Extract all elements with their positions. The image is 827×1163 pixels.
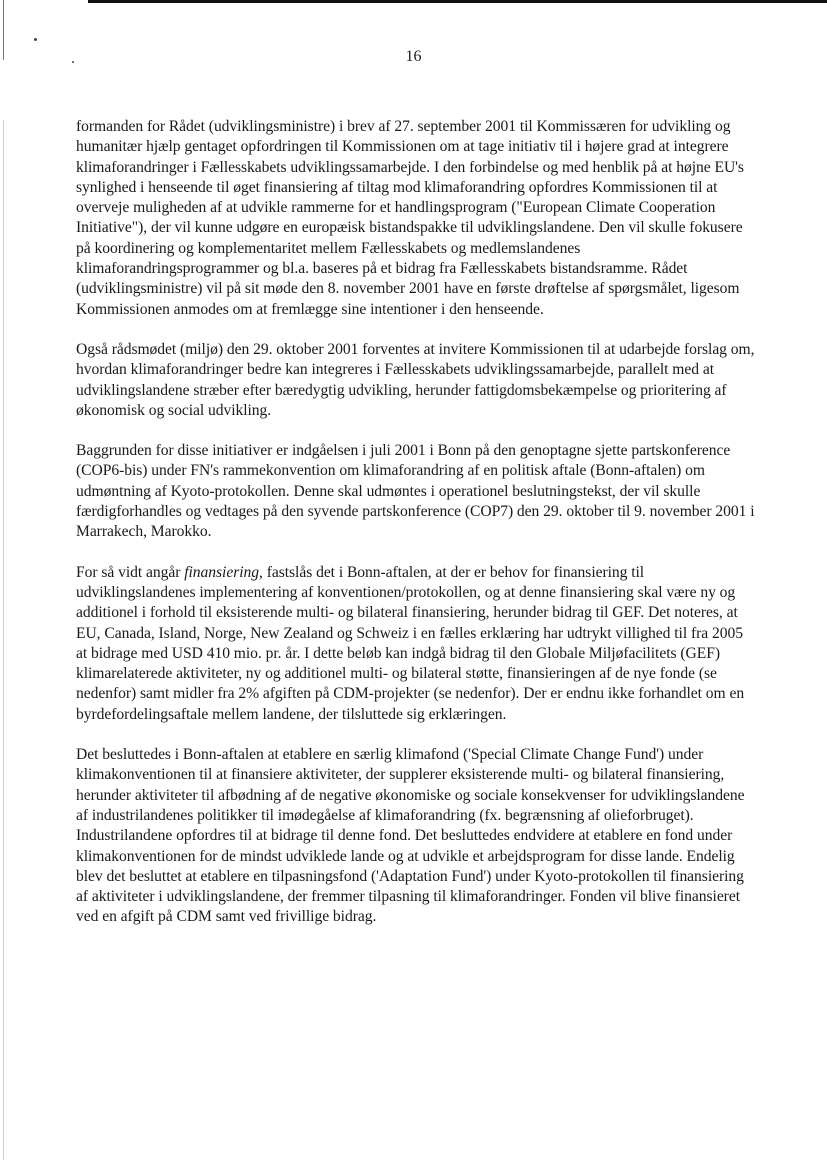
paragraph — [76, 563, 756, 725]
top-scan-rule — [88, 0, 827, 3]
paragraph: Det besluttedes i Bonn-aftalen at etablere en særlig klimafond ('Special Climate Change Fund') under klimakonventionen til at finansiere aktiviteter, der supplerer eksisterende multi- og bilateral finansiering, herunder aktiviteter til afbødning af de negative økonomiske og sociale konsekvenser for udviklingslandene af industrilandenes politikker til imødegåelse af klimaforandring (fx. begrænsning af olieforbruget). Industrilandene opfordres til at bidrage til denne fond. Det besluttedes endvidere at etablere en fond under klimakonventionen for de mindst udviklede lande og at udvikle et arbejdsprogram for disse lande. Endelig blev det besluttet at etablere en tilpasningsfond ('Adaptation Fund') under Kyoto-protokollen til finansiering af aktiviteter i udviklingslandene, der fremmer tilpasning til klimaforandringer. Fonden vil blive finansieret ved en afgift på CDM samt ved frivillige bidrag. — [76, 746, 745, 926]
scan-speck — [34, 38, 37, 41]
document-body — [76, 117, 756, 948]
paragraph-text: For så vidt angår — [76, 563, 185, 581]
emphasis-term: finansiering — [184, 563, 260, 581]
paragraph: Baggrunden for disse initiativer er indgåelsen i juli 2001 i Bonn på den genoptagne sjette partskonference (COP6-bis) under FN's rammekonvention om klimaforandring af en politisk aftale (Bonn-aftalen) om udmøntning af Kyoto-protokollen. Denne skal udmøntes i operationel beslutningstekst, der vil skulle færdigforhandles og vedtages på den syvende partskonference (COP7) den 29. oktober til 9. november 2001 i Marrakech, Marokko. — [76, 442, 755, 541]
page-number: 16 — [405, 48, 422, 65]
paragraph: formanden for Rådet (udviklingsministre) i brev af 27. september 2001 til Kommissæren for udvikling og humanitær hjælp gentaget opfordringen til Kommissionen om at tage initiativ til i højere grad at integrere klimaforandringer i Fællesskabets udviklingssamarbejde. I den forbindelse og med henblik på at højne EU's synlighed i henseende til øget finansiering af tiltag mod klimaforandring opfordres Kommissionen til at overveje muligheden af at udvikle rammerne for et handlingsprogram ("European Climate Cooperation Initiative"), der vil kunne udgøre en europæisk bistandspakke til udviklingslandene. Den vil skulle fokusere på koordinering og komplementaritet mellem Fællesskabets og medlemslandenes klimaforandringsprogrammer og bl.a. baseres på et bidrag fra Fællesskabets bistandsramme. Rådet (udviklingsministre) vil på sit møde den 8. november 2001 have en første drøftelse af spørgsmålet, ligesom Kommissionen anmodes om at fremlægge sine intentioner i den henseende. — [76, 118, 744, 318]
paragraph: Også rådsmødet (miljø) den 29. oktober 2001 forventes at invitere Kommissionen til at udarbejde forslag om, hvordan klimaforandringer bedre kan integreres i Fællesskabets udviklingssamarbejde, parallelt med at udviklingslandene stræber efter bæredygtig udvikling, herunder fattigdomsbekæmpelse og prioritering af økonomisk og social udvikling. — [76, 340, 755, 419]
left-scan-margin — [3, 120, 4, 1160]
paragraph-text: , fastslås det i Bonn-aftalen, at der er behov for finansiering til udviklingslandenes implementering af konventionen/protokollen, og at denne finansiering skal være ny og additionel i forhold til eksisterende multi- og bilateral finansiering, herunder bidrag til GEF. Det noteres, at EU, Canada, Island, Norge, New Zealand og Schweiz i en fælles erklæring har udtrykt villighed til fra 2005 at bidrage med USD 410 mio. pr. år. I dette beløb kan indgå bidrag til den Globale Miljøfacilitets (GEF) klimarelaterede aktiviteter, ny og additionel multi- og bilateral støtte, finansieringen af de nye fonde (se nedenfor) samt midler fra 2% afgiften på CDM-projekter (se nedenfor). Der er endnu ikke forhandlet om en byrdefordelingsaftale mellem landene, der tilsluttede sig erklæringen. — [76, 563, 745, 723]
